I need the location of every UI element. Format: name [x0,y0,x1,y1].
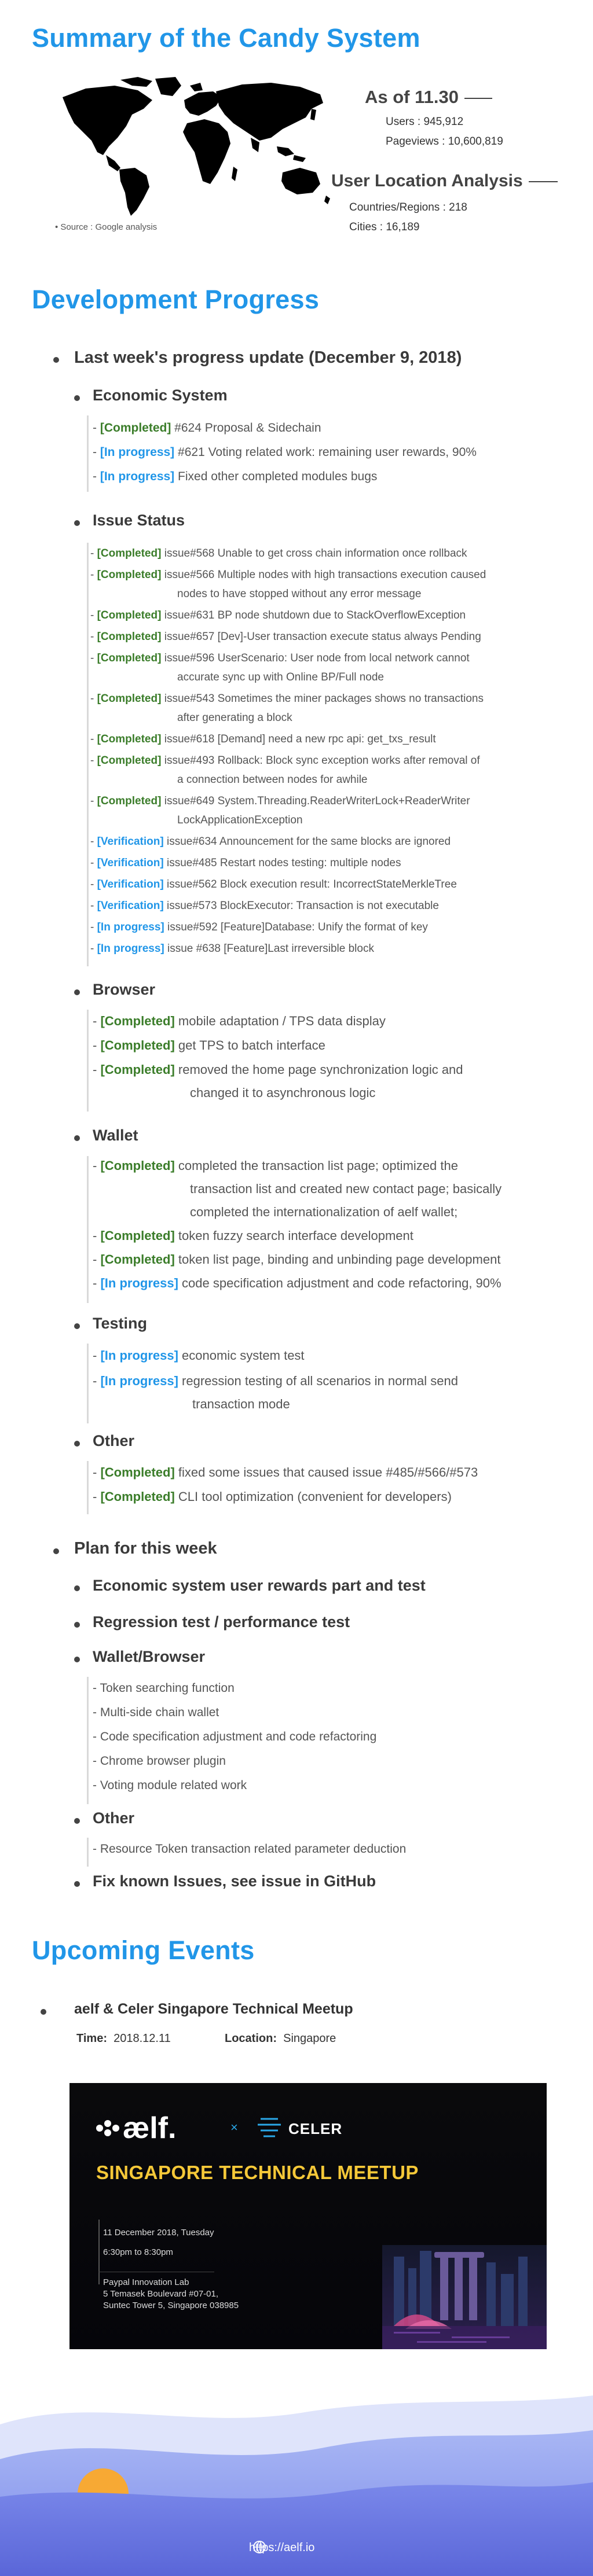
list-dash: - [93,1062,101,1077]
aelf-logo: ælf. [123,2111,177,2145]
list-dash: - [90,878,97,890]
list-item [93,470,377,484]
item-continuation: changed it to asynchronous logic [190,1085,376,1100]
status-tag: [Completed] [100,1252,175,1267]
section-bar [87,1344,89,1423]
item-text: issue#649 System.Threading.ReaderWriterLock+ReaderWriter [161,795,470,807]
list-item [93,1158,458,1173]
list-dash: - [90,733,97,745]
bullet [74,1135,80,1141]
list-item [90,900,439,912]
banner-date: 11 December 2018, Tuesday [103,2228,214,2238]
bullet [74,1818,80,1824]
list-dash: - [90,943,97,955]
list-dash: - [93,1158,101,1173]
section-bar [87,1461,89,1514]
status-tag: [In progress] [97,943,164,955]
list-dash: - [93,1252,101,1267]
list-dash: - [90,547,97,560]
section-bar [87,415,89,492]
event-time: Time: 2018.12.11 [76,2032,171,2045]
item-text: issue#493 Rollback: Block sync exception works after removal of [161,755,480,767]
users-count: Users : 945,912 [386,116,464,128]
cities-count: Cities : 16,189 [349,221,420,233]
status-tag: [Verification] [97,878,164,890]
list-item [90,631,481,643]
plan-regression: Regression test / performance test [93,1613,350,1631]
source-note: • Source : Google analysis [55,222,158,232]
item-continuation: LockApplicationException [177,814,303,826]
list-item [90,652,470,665]
item-text: issue#543 Sometimes the miner packages shows no transactions [161,693,484,705]
plan-fix: Fix known Issues, see issue in GitHub [93,1872,376,1890]
status-tag: [Completed] [97,652,162,664]
banner-venue-3: Suntec Tower 5, Singapore 038985 [103,2301,239,2310]
list-item [93,1465,478,1480]
plan-wallet-heading: Wallet/Browser [93,1648,206,1665]
item-text: token fuzzy search interface development [174,1228,413,1243]
item-continuation: a connection between nodes for awhile [177,774,368,786]
list-dash: - [90,795,97,807]
item-continuation: transaction mode [192,1397,290,1411]
item-text: fixed some issues that caused issue #485/#566/#573 [174,1465,478,1480]
list-item [90,609,466,622]
item-text: issue#568 Unable to get cross chain information once rollback [161,547,467,560]
countries-count: Countries/Regions : 218 [349,201,467,214]
plan-economic: Economic system user rewards part and test [93,1577,426,1594]
list-dash: - [93,1228,101,1243]
list-dash: - [90,755,97,767]
status-tag: [Verification] [97,857,164,869]
list-item [93,1252,500,1267]
location-heading: User Location Analysis [331,171,558,191]
list-dash: - [90,900,97,912]
list-dash: - [93,1348,101,1363]
status-tag: [Completed] [100,1228,175,1243]
footer-website-link[interactable]: https://aelf.io [249,2541,315,2554]
status-tag: [Completed] [100,1158,175,1173]
bullet [74,1585,80,1591]
item-text: issue#485 Restart nodes testing: multiple nodes [163,857,401,869]
list-dash: - [90,569,97,581]
item-text: Fixed other completed modules bugs [174,470,378,483]
other-heading: Other [93,1432,135,1449]
status-tag: [In progress] [100,446,175,459]
list-dash: - [93,1489,101,1504]
status-tag: [Completed] [97,755,162,767]
bullet [74,1657,80,1662]
dev-title: Development Progress [32,285,320,314]
status-tag: [Completed] [100,1038,175,1053]
list-item [93,1489,452,1504]
list-item [90,836,451,848]
bullet [74,395,80,401]
list-item [93,1348,305,1363]
list-item [93,421,321,435]
status-tag: [Completed] [97,631,162,643]
item-text: #624 Proposal & Sidechain [171,421,321,435]
status-tag: [In progress] [100,1374,178,1388]
list-item [93,1014,386,1029]
plan-item: - Resource Token transaction related parameter deduction [93,1842,407,1856]
status-tag: [Verification] [97,900,164,912]
item-text: issue#631 BP node shutdown due to StackOverflowException [161,609,466,621]
section-bar [87,1010,89,1112]
list-item [93,1062,463,1077]
status-tag: [Completed] [100,421,171,435]
list-item [90,693,484,705]
status-tag: [In progress] [97,921,164,933]
section-bar [87,1156,89,1303]
item-continuation: accurate sync up with Online BP/Full node [177,671,384,683]
list-dash: - [93,421,100,435]
item-continuation: nodes to have stopped without any error message [177,588,422,600]
list-dash: - [93,446,100,459]
as-of-heading: As of 11.30 [365,87,492,108]
item-text: #621 Voting related work: remaining user rewards, 90% [174,446,477,459]
plan-heading: Plan for this week [74,1539,217,1558]
item-text: issue#634 Announcement for the same blocks are ignored [163,836,451,848]
bullet [74,1622,80,1628]
list-item [93,1374,458,1389]
browser-heading: Browser [93,981,156,998]
status-tag: [Completed] [97,547,162,560]
list-item [90,795,470,808]
list-dash: - [93,470,100,483]
item-text: issue#562 Block execution result: IncorrectStateMerkleTree [163,878,457,890]
list-dash: - [90,921,97,933]
bullet [74,989,80,995]
item-text: economic system test [178,1348,305,1363]
item-text: issue#592 [Feature]Database: Unify the format of key [164,921,428,933]
item-continuation: completed the internationalization of aelf wallet; [190,1205,458,1219]
event-location: Location: Singapore [225,2032,336,2045]
plan-item: - Code specification adjustment and code refactoring [93,1730,377,1743]
item-text: issue#596 UserScenario: User node from local network cannot [161,652,470,664]
item-text: CLI tool optimization (convenient for developers) [174,1489,452,1504]
status-tag: [In progress] [100,1276,178,1290]
banner-times: × [230,2120,238,2135]
item-text: mobile adaptation / TPS data display [174,1014,386,1028]
events-title: Upcoming Events [32,1935,255,1965]
bullet [53,357,59,363]
section-bar [87,543,89,966]
last-week-heading: Last week's progress update (December 9, 2018) [74,348,462,367]
item-text: removed the home page synchronization logic and [174,1062,463,1077]
list-item [90,878,457,891]
wallet-heading: Wallet [93,1127,138,1144]
bullet [74,520,80,526]
plan-item: - Multi-side chain wallet [93,1706,219,1719]
banner-time: 6:30pm to 8:30pm [103,2247,173,2257]
list-item [90,733,436,746]
item-text: issue#573 BlockExecutor: Transaction is not executable [163,900,439,912]
event-name: aelf & Celer Singapore Technical Meetup [74,2001,353,2017]
status-tag: [Completed] [100,1489,175,1504]
item-text: issue#618 [Demand] need a new rpc api: get_txs_result [161,733,436,745]
item-continuation: after generating a block [177,712,292,724]
bullet [41,2009,46,2015]
list-dash: - [93,1014,101,1028]
list-item [90,755,480,767]
item-text: code specification adjustment and code refactoring, 90% [178,1276,502,1290]
bullet [74,1323,80,1329]
banner-divider [98,2220,100,2284]
list-dash: - [93,1374,101,1388]
list-item [90,569,486,582]
item-text: issue#657 [Dev]-User transaction execute status always Pending [161,631,481,643]
section-bar [87,1677,89,1804]
list-item [90,857,401,870]
list-dash: - [90,631,97,643]
item-text: issue#566 Multiple nodes with high transactions execution caused [161,569,486,581]
list-dash: - [90,652,97,664]
bullet [74,1441,80,1447]
item-text: token list page, binding and unbinding page development [174,1252,501,1267]
world-map-image [51,74,335,219]
banner-venue-1: Paypal Innovation Lab [103,2277,189,2287]
list-item [93,1038,325,1053]
list-item [90,547,467,560]
status-tag: [In progress] [100,470,175,483]
item-continuation: transaction list and created new contact page; basically [190,1182,502,1196]
celer-logo: CELER [288,2120,343,2137]
summary-title: Summary of the Candy System [32,23,420,53]
plan-item: - Chrome browser plugin [93,1754,226,1768]
status-tag: [Completed] [97,795,162,807]
plan-other-heading: Other [93,1809,135,1827]
status-tag: [Completed] [97,693,162,705]
status-tag: [Completed] [97,569,162,581]
bullet [74,1881,80,1887]
list-dash: - [93,1465,101,1480]
banner-venue-2: 5 Temasek Boulevard #07-01, [103,2289,219,2299]
plan-item: - Voting module related work [93,1779,247,1792]
list-item [90,943,374,955]
banner-heading: SINGAPORE TECHNICAL MEETUP [96,2162,419,2183]
status-tag: [Completed] [100,1465,175,1480]
issue-status-heading: Issue Status [93,511,185,529]
status-tag: [Completed] [100,1062,175,1077]
status-tag: [Completed] [100,1014,175,1028]
list-item [93,446,477,459]
testing-heading: Testing [93,1315,147,1332]
section-bar [87,1838,89,1867]
status-tag: [In progress] [100,1348,178,1363]
economic-system-heading: Economic System [93,387,228,404]
bullet [53,1548,59,1554]
list-item [93,1276,502,1291]
item-text: completed the transaction list page; optimized the [174,1158,458,1173]
event-banner-image [69,2083,547,2349]
list-dash: - [93,1276,101,1290]
list-dash: - [90,609,97,621]
list-dash: - [90,693,97,705]
pageviews-count: Pageviews : 10,600,819 [386,135,503,148]
list-item [93,1228,413,1243]
list-dash: - [93,1038,101,1053]
list-dash: - [90,836,97,848]
plan-item: - Token searching function [93,1681,235,1695]
item-text: get TPS to batch interface [174,1038,325,1053]
status-tag: [Completed] [97,609,162,621]
item-text: regression testing of all scenarios in normal send [178,1374,458,1388]
list-dash: - [90,857,97,869]
list-item [90,921,428,934]
status-tag: [Verification] [97,836,164,848]
item-text: issue #638 [Feature]Last irreversible block [164,943,374,955]
status-tag: [Completed] [97,733,162,745]
